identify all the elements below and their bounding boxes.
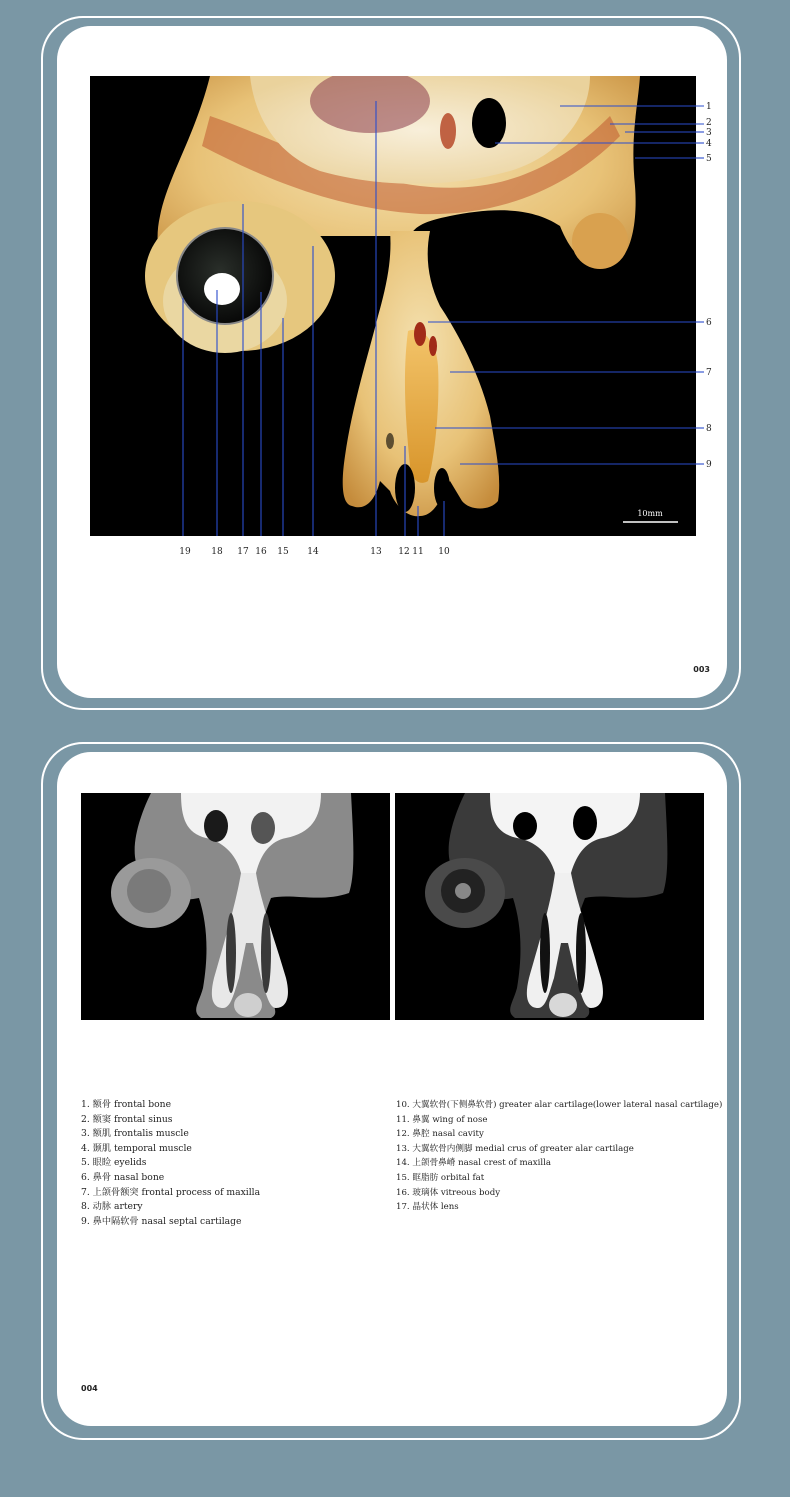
legend-item: 10. 大翼软骨(下侧鼻软骨) greater alar cartilage(lower lateral nasal cartilage) (396, 1100, 723, 1110)
legend-item: 6. 鼻骨 nasal bone (81, 1171, 165, 1183)
callout-9: 9 (706, 460, 712, 470)
callout-18: 18 (211, 547, 223, 557)
callout-15: 15 (277, 547, 289, 557)
legend-item: 11. 鼻翼 wing of nose (396, 1114, 488, 1125)
bottom-callouts (90, 536, 696, 560)
ct-image-bone (395, 793, 704, 1020)
callout-5: 5 (706, 154, 712, 164)
legend-item: 15. 眶脂肪 orbital fat (396, 1172, 485, 1183)
legend-item: 9. 鼻中隔软骨 nasal septal cartilage (81, 1215, 242, 1227)
ct-soft-illustration (81, 793, 390, 1020)
legend-left (81, 1098, 260, 1229)
callout-19: 19 (179, 547, 191, 557)
ct-image-soft-tissue (81, 793, 390, 1020)
legend-item: 14. 上颌骨鼻嵴 nasal crest of maxilla (396, 1158, 551, 1169)
callout-8: 8 (706, 424, 712, 434)
callout-11: 11 (412, 547, 424, 557)
legend-item: 12. 鼻腔 nasal cavity (396, 1129, 484, 1140)
legend-item: 16. 玻璃体 vitreous body (396, 1187, 501, 1198)
callout-1: 1 (706, 102, 712, 112)
callout-13: 13 (370, 547, 382, 557)
page-number: 004 (81, 1384, 98, 1393)
legend-item: 4. 颞肌 temporal muscle (81, 1142, 192, 1154)
ct-bone-illustration (395, 793, 704, 1020)
legend-item: 5. 眼睑 eyelids (81, 1157, 147, 1169)
legend-right (396, 1098, 722, 1215)
right-callouts (696, 76, 727, 536)
callout-3: 3 (706, 128, 712, 138)
legend-item: 7. 上颌骨额突 frontal process of maxilla (81, 1186, 261, 1198)
callout-2: 2 (706, 118, 712, 128)
callout-4: 4 (706, 139, 712, 149)
callout-16: 16 (255, 547, 267, 557)
anatomical-section-photo (90, 76, 696, 536)
callout-10: 10 (438, 547, 450, 557)
callout-14: 14 (307, 547, 319, 557)
scale-bar-label: 10mm (637, 509, 663, 518)
callout-6: 6 (706, 318, 712, 328)
legend-item: 8. 动脉 artery (81, 1201, 143, 1213)
page-number: 003 (693, 665, 710, 674)
callout-7: 7 (706, 368, 712, 378)
legend-item: 13. 大翼软骨内侧脚 medial crus of greater alar cartilage (396, 1143, 634, 1154)
callout-12: 12 (398, 547, 410, 557)
callout-17: 17 (237, 547, 249, 557)
legend-item: 1. 额骨 frontal bone (81, 1099, 172, 1110)
page-003 (57, 26, 727, 698)
legend-item: 2. 额窦 frontal sinus (81, 1113, 173, 1125)
legend-item: 17. 晶状体 lens (396, 1202, 459, 1213)
page-004 (57, 752, 727, 1426)
legend-item: 3. 额肌 frontalis muscle (81, 1128, 189, 1140)
section-illustration (90, 76, 696, 536)
